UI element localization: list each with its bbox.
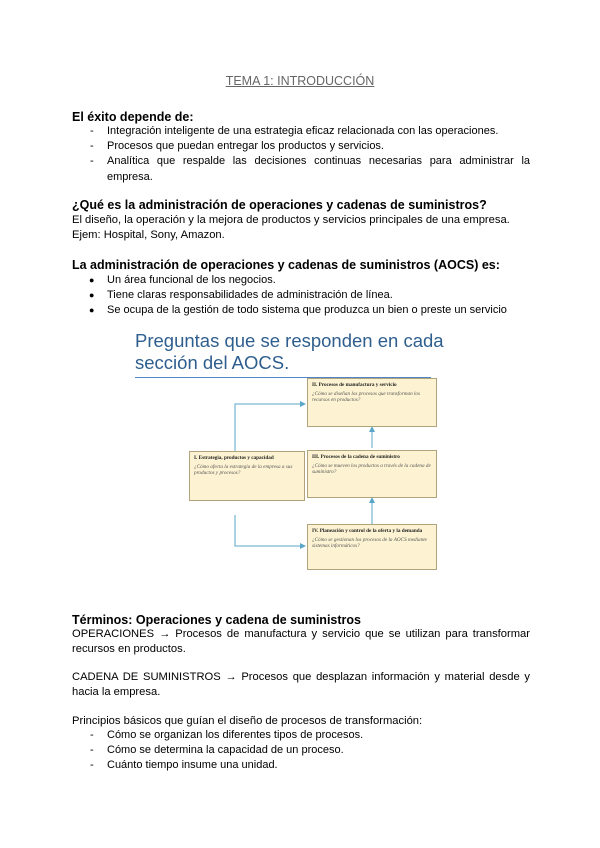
section-heading-terminos: Términos: Operaciones y cadena de suministros (72, 613, 361, 627)
list-item: ● Tiene claras responsabilidades de administración de línea. (89, 289, 393, 302)
box-cadena-suministro: III. Procesos de la cadena de suministro ¿Cómo se mueven los productos a través de la cadena de suministro? (307, 450, 437, 498)
list-item: ● Un área funcional de los negocios. (89, 274, 276, 286)
arrow-to-box2 (235, 404, 305, 453)
section-heading-exito: El éxito depende de: (72, 110, 194, 124)
box-procesos-manufactura: II. Procesos de manufactura y servicio ¿Cómo se diseñan los procesos que transforman los recursos en productos? (307, 378, 437, 427)
list-item: - Analítica que respalde las decisiones continuas necesarias para administrar la empresa. (90, 155, 530, 183)
list-item: - Cómo se determina la capacidad de un proceso. (90, 744, 344, 757)
principios-list (72, 728, 530, 774)
principios-intro: Principios básicos que guían el diseño de procesos de transformación: (72, 715, 423, 727)
definition-text: El diseño, la operación y la mejora de productos y servicios principales de una empresa. (72, 214, 510, 226)
exito-list (72, 124, 530, 185)
list-item: - Integración inteligente de una estrategia eficaz relacionada con las operaciones. (90, 125, 499, 137)
box-planeacion-control: IV. Planeación y control de la oferta y la demanda ¿Cómo se gestionan los procesos de la AOCS mediante sistemas informáticos? (307, 524, 437, 570)
cadena-definition: CADENA DE SUMINISTROS → Procesos que desplazan información y material desde y hacia la empresa. (72, 671, 530, 698)
box-estrategia: I. Estrategia, productos y capacidad ¿Cómo afecta la estrategia de la empresa a sus productos y procesos? (189, 451, 305, 501)
examples-text: Ejem: Hospital, Sony, Amazon. (72, 229, 225, 241)
aocs-diagram (135, 330, 444, 580)
section-heading-que-es: ¿Qué es la administración de operaciones y cadenas de suministros? (72, 198, 487, 212)
list-item: - Procesos que puedan entregar los productos y servicios. (90, 140, 384, 153)
list-item: - Cómo se organizan los diferentes tipos de procesos. (90, 729, 364, 741)
list-item: - Cuánto tiempo insume una unidad. (90, 759, 278, 772)
section-heading-aocs: La administración de operaciones y cadenas de suministros (AOCS) es: (72, 258, 500, 272)
diagram-title: Preguntas que se responden en cada sección del AOCS. (135, 330, 444, 373)
arrow-to-box4 (235, 515, 305, 546)
operaciones-definition: OPERACIONES → Procesos de manufactura y servicio que se utilizan para transformar recursos en productos. (72, 628, 530, 655)
page-title: TEMA 1: INTRODUCCIÓN (225, 74, 375, 88)
list-item: ● Se ocupa de la gestión de todo sistema que produzca un bien o preste un servicio (89, 304, 507, 317)
aocs-list (72, 273, 530, 319)
